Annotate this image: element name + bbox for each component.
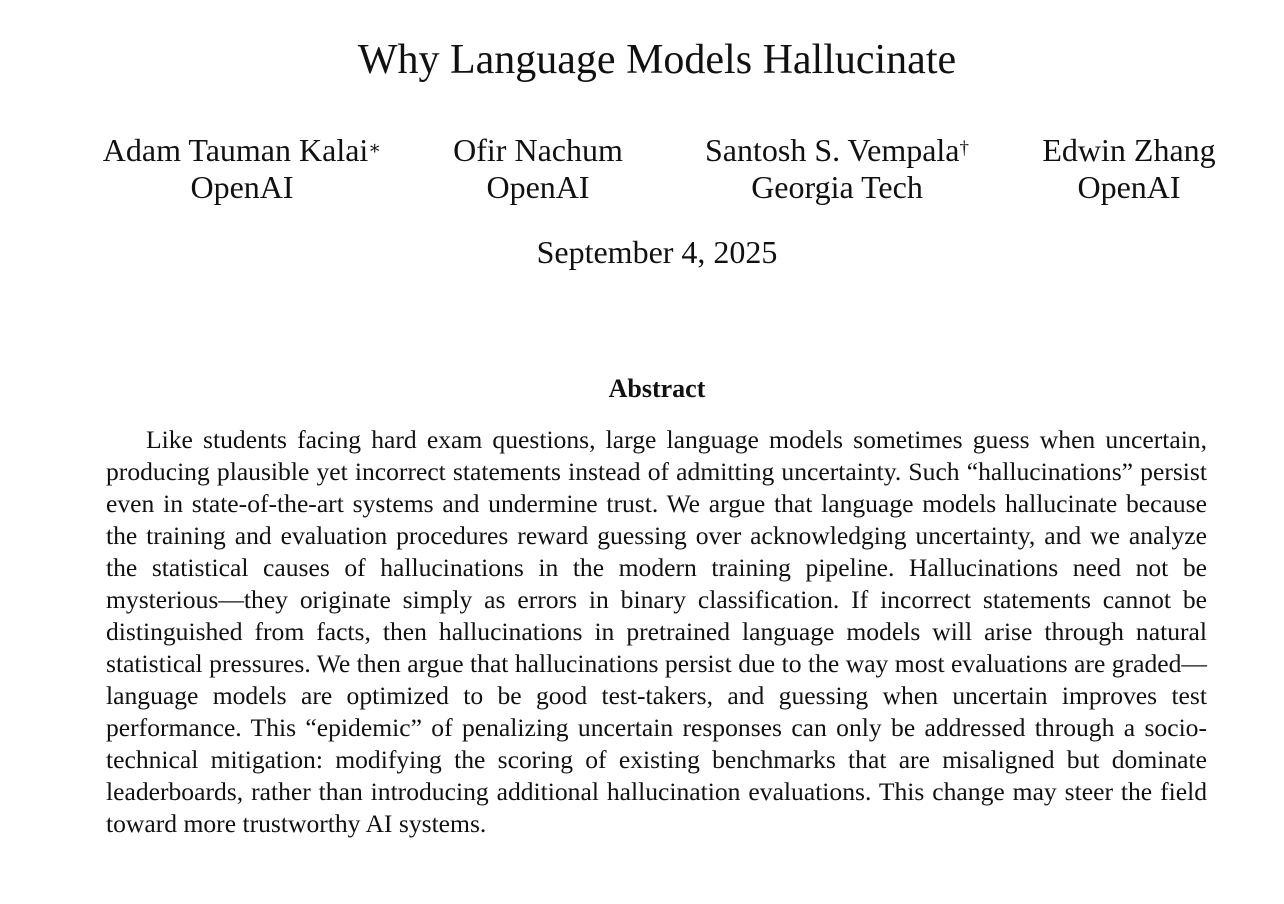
- abstract-heading: Abstract: [608, 374, 706, 403]
- paper-title: Why Language Models Hallucinate: [357, 37, 957, 83]
- author-name: Ofir Nachum: [453, 132, 623, 168]
- author-4: [1036, 132, 1222, 206]
- author-2: [448, 132, 628, 206]
- author-affiliation: OpenAI: [486, 169, 590, 205]
- author-name: Santosh S. Vempala: [704, 132, 960, 168]
- author-name: Adam Tauman Kalai: [102, 132, 369, 168]
- author-3: [694, 132, 980, 206]
- author-affiliation: OpenAI: [190, 169, 294, 205]
- author-footnote-mark: †: [959, 138, 969, 159]
- author-affiliation: OpenAI: [1077, 169, 1181, 205]
- author-block: [0, 132, 1284, 212]
- publication-date: September 4, 2025: [536, 234, 778, 270]
- author-name: Edwin Zhang: [1042, 132, 1216, 168]
- author-1: [92, 132, 392, 206]
- author-affiliation: Georgia Tech: [751, 169, 923, 205]
- author-footnote-mark: ∗: [368, 138, 382, 159]
- abstract-text: Like students facing hard exam questions, large language models sometimes guess when uncertain, producing plausible yet incorrect statements instead of admitting uncertainty. Such “hallucinations” persist even in state-of-the-art systems and undermine trust. We argue that language models hallucinate because the training and evaluation procedures reward guessing over acknowledging uncertainty, and we analyze the statistical causes of hallucinations in the modern training pipeline. Hallucinations need not be mysterious—they originate simply as errors in binary classification. If incorrect statements cannot be distinguished from facts, then hallucinations in pretrained language models will arise through natural statistical pressures. We then argue that hallucinations persist due to the way most evaluations are graded—language models are optimized to be good test-takers, and guessing when uncertain improves test performance. This “epidemic” of penalizing uncertain responses can only be addressed through a socio-technical mitigation: modifying the scoring of existing benchmarks that are misaligned but dominate leaderboards, rather than introducing additional hallucination evaluations. This change may steer the field toward more trustworthy AI systems.: [106, 425, 1207, 838]
